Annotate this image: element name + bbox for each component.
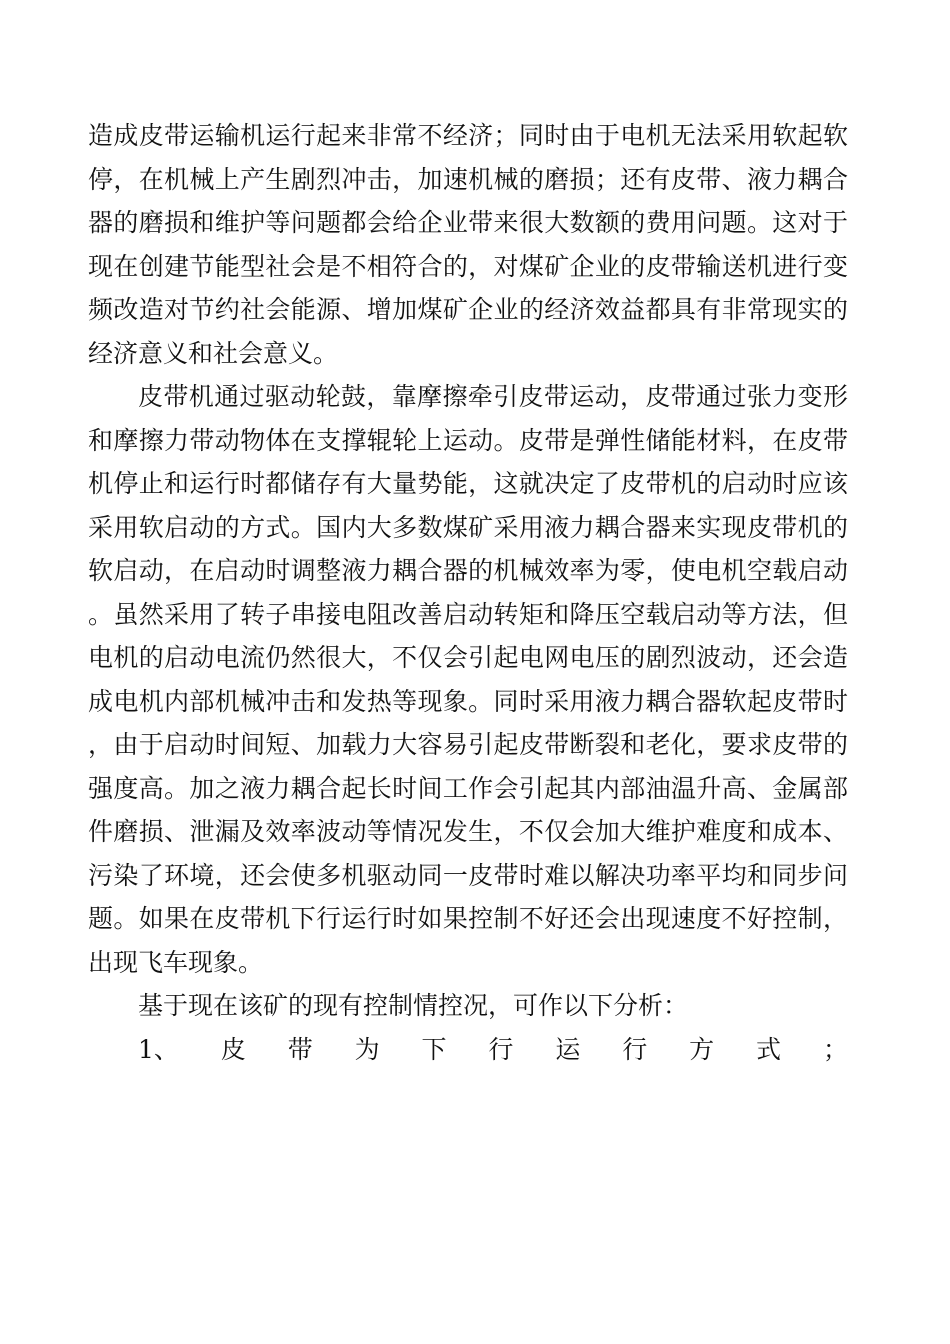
list-char: ； <box>822 1034 848 1064</box>
list-char: 式 <box>756 1034 782 1064</box>
paragraph-analysis-intro: 基于现在该矿的现有控制情控况，可作以下分析： <box>138 991 689 1020</box>
list-char: 带 <box>287 1034 313 1064</box>
list-char: 运 <box>555 1034 581 1064</box>
list-char: 皮 <box>220 1034 246 1064</box>
list-number: 1、 <box>138 1034 179 1064</box>
list-char: 为 <box>354 1034 380 1064</box>
document-body <box>88 114 848 1071</box>
list-char: 下 <box>421 1034 447 1064</box>
paragraph-economic-issues: 造成皮带运输机运行起来非常不经济；同时由于电机无法采用软起软停，在机械上产生剧烈冲击，加速机械的磨损；还有皮带、液力耦合器的磨损和维护等问题都会给企业带来很大数额的费用问题。这对于现在创建节能型社会是不相符合的，对煤矿企业的皮带输送机进行变频改造对节约社会能源、增加煤矿企业的经济效益都具有非常现实的经济意义和社会意义。 <box>88 121 848 368</box>
list-char: 行 <box>622 1034 648 1064</box>
list-char: 行 <box>488 1034 514 1064</box>
list-char: 方 <box>689 1034 715 1064</box>
list-item-1 <box>88 1028 848 1072</box>
paragraph-belt-soft-start: 皮带机通过驱动轮鼓，靠摩擦牵引皮带运动，皮带通过张力变形和摩擦力带动物体在支撑辊轮上运动。皮带是弹性储能材料，在皮带机停止和运行时都储存有大量势能，这就决定了皮带机的启动时应该采用软启动的方式。国内大多数煤矿采用液力耦合器来实现皮带机的软启动，在启动时调整液力耦合器的机械效率为零，使电机空载启动。虽然采用了转子串接电阻改善启动转矩和降压空载启动等方法，但电机的启动电流仍然很大，不仅会引起电网电压的剧烈波动，还会造成电机内部机械冲击和发热等现象。同时采用液力耦合器软起皮带时，由于启动时间短、加载力大容易引起皮带断裂和老化，要求皮带的强度高。加之液力耦合起长时间工作会引起其内部油温升高、金属部件磨损、泄漏及效率波动等情况发生，不仅会加大维护难度和成本、污染了环境，还会使多机驱动同一皮带时难以解决功率平均和同步问题。如果在皮带机下行运行时如果控制不好还会出现速度不好控制，出现飞车现象。 <box>88 382 848 977</box>
